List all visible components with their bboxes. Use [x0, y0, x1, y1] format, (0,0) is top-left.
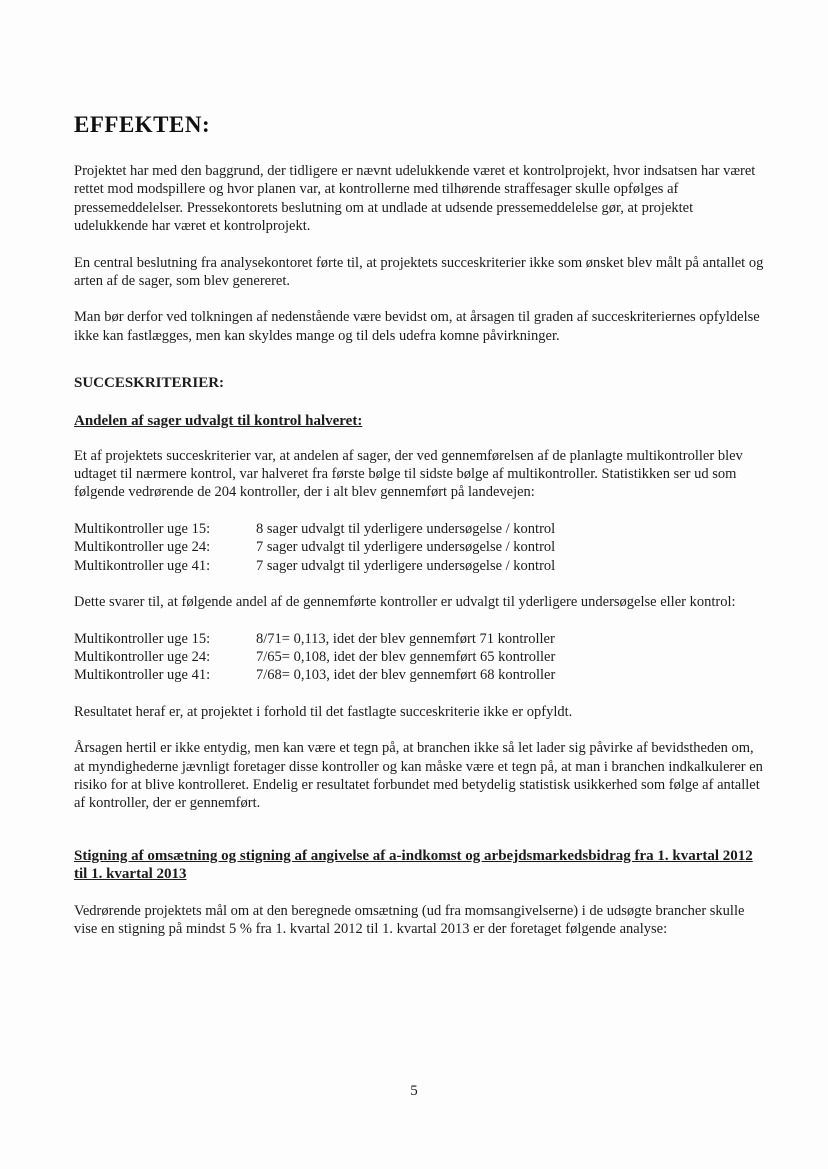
criteria-heading: SUCCESKRITERIER:: [74, 375, 225, 392]
section2-heading: Stigning af omsætning og stigning af angivelse af a-indkomst og arbejdsmarkedsbidrag fra 1. kvartal 2012 til 1. kvartal 2013: [74, 847, 753, 883]
row-label: Multikontroller uge 41:: [74, 557, 211, 574]
table-row: [74, 648, 764, 666]
row-label: Multikontroller uge 24:: [74, 539, 211, 556]
row-value: 7 sager udvalgt til yderligere undersøgelse / kontrol: [256, 539, 556, 556]
page-title: EFFEKTEN:: [74, 112, 211, 137]
table-row: [74, 520, 764, 538]
page-content: [74, 112, 764, 956]
row-value: 8/71= 0,113, idet der blev gennemført 71 kontroller: [256, 630, 555, 647]
row-value: 7/65= 0,108, idet der blev gennemført 65 kontroller: [256, 648, 556, 665]
intro-paragraph-2: En central beslutning fra analysekontoret førte til, at projektets succeskriterier ikke som ønsket blev målt på antallet og arten af de sager, som blev genereret.: [74, 254, 764, 290]
intro-paragraph-3: Man bør derfor ved tolkningen af nedenstående være bevidst om, at årsagen til graden af succeskriteriernes opfyldelse ikke kan fastlægges, men kan skyldes mange og til dels udefra komne påvirkninger.: [74, 309, 760, 344]
table-row: [74, 666, 764, 684]
table-row: [74, 538, 764, 556]
section1-heading: Andelen af sager udvalgt til kontrol halveret:: [74, 413, 363, 430]
table-row: [74, 630, 764, 648]
row-label: Multikontroller uge 41:: [74, 667, 211, 684]
section1-paragraph-2: Dette svarer til, at følgende andel af de gennemførte kontroller er udvalgt til yderligere undersøgelse eller kontrol:: [74, 594, 736, 611]
page-number: 5: [410, 1083, 418, 1099]
section2-paragraph-1: Vedrørende projektets mål om at den beregnede omsætning (ud fra momsangivelserne) i de udsøgte brancher skulle vise en stigning på mindst 5 % fra 1. kvartal 2012 til 1. kvartal 2013 er der foretaget følgende analyse:: [74, 902, 745, 937]
row-value: 7 sager udvalgt til yderligere undersøgelse / kontrol: [256, 557, 556, 574]
row-value: 8 sager udvalgt til yderligere undersøgelse / kontrol: [256, 520, 556, 537]
intro-paragraph-1: Projektet har med den baggrund, der tidligere er nævnt udelukkende været et kontrolprojekt, hvor indsatsen har været rettet mod modspillere og hvor planen var, at kontrollerne med tilhørende straffesager skulle opfølges af pressemeddelelser. Pressekontorets beslutning om at undlade at udsende pressemeddelelse gør, at projektet udelukkende har været et kontrolprojekt.: [74, 163, 756, 235]
row-label: Multikontroller uge 15:: [74, 520, 211, 537]
table-row: [74, 557, 764, 575]
share-table: [74, 630, 764, 685]
section1-paragraph-4: Årsagen hertil er ikke entydig, men kan være et tegn på, at branchen ikke så let lader sig påvirke af bevidstheden om, at myndighederne jævnligt foretager disse kontroller og kan måske være et tegn på, at man i branchen indkalkulerer en risiko for at blive kontrolleret. Endelig er resultatet forbundet med betydelig statistisk usikkerhed som følge af antallet af kontroller, der er gennemført.: [74, 740, 763, 812]
row-value: 7/68= 0,103, idet der blev gennemført 68 kontroller: [256, 667, 556, 684]
cases-selected-table: [74, 520, 764, 575]
section1-paragraph-3: Resultatet heraf er, at projektet i forhold til det fastlagte succeskriterie ikke er opfyldt.: [74, 703, 573, 720]
section1-paragraph-1: Et af projektets succeskriterier var, at andelen af sager, der ved gennemførelsen af de planlagte multikontroller blev udtaget til nærmere kontrol, var halveret fra første bølge til sidste bølge af multikontroller. Statistikken ser ud som følgende vedrørende de 204 kontroller, der i alt blev gennemført på landevejen:: [74, 447, 743, 501]
row-label: Multikontroller uge 15:: [74, 630, 211, 647]
row-label: Multikontroller uge 24:: [74, 648, 211, 665]
